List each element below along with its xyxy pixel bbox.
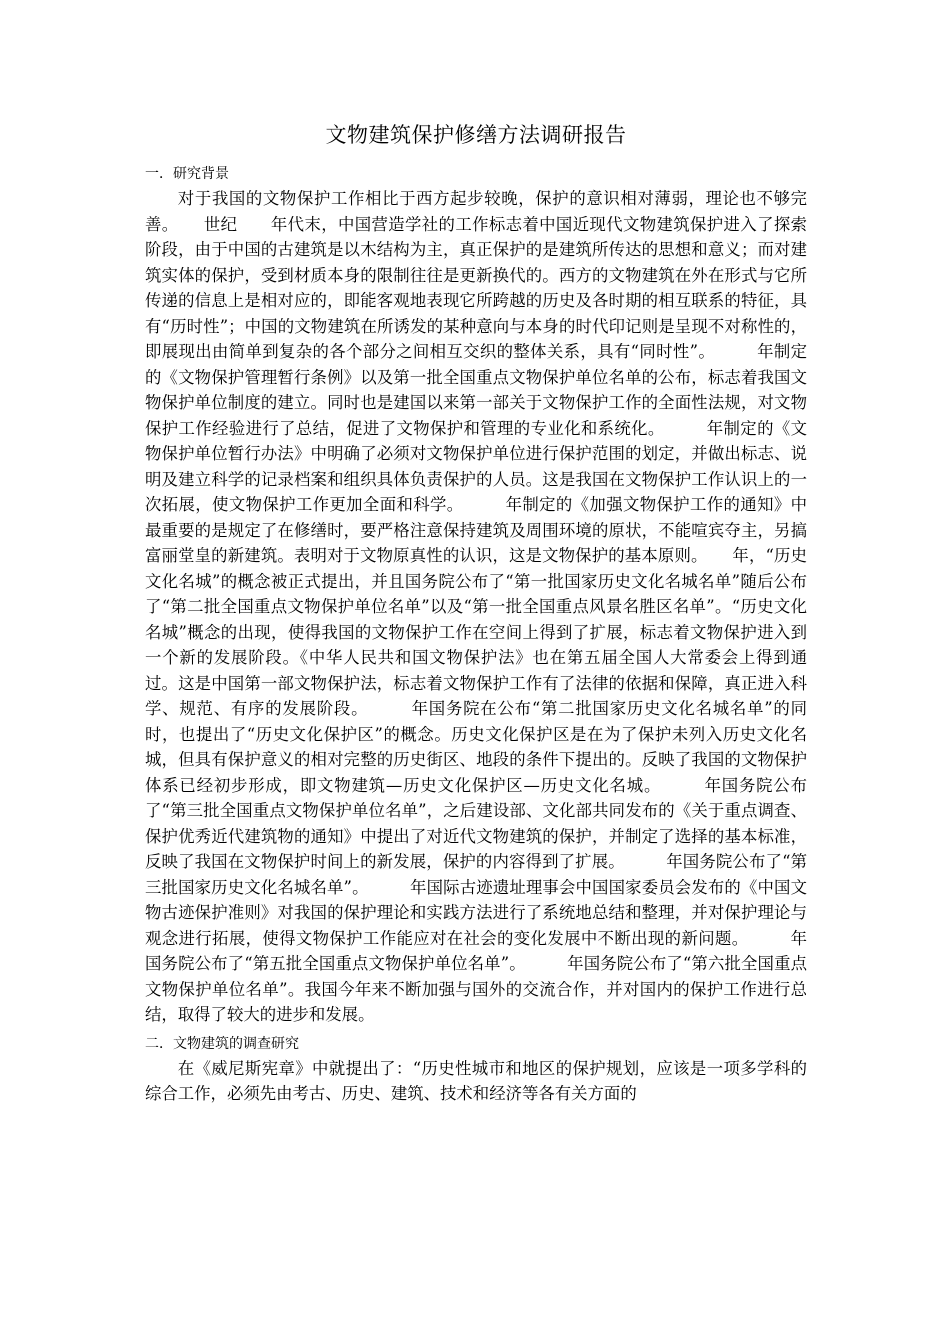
section-heading: 一．研究背景 xyxy=(145,166,229,182)
document-page xyxy=(145,118,807,1111)
section-paragraph: 在《威尼斯宪章》中就提出了：“历史性城市和地区的保护规划，应该是一项多学科的综合工作，必须先由考古、历史、建筑、技术和经济等各有关方面的 xyxy=(145,1058,807,1103)
section-paragraph: 对于我国的文物保护工作相比于西方起步较晚，保护的意识相对薄弱，理论也不够完善。 世纪 年代末，中国营造学社的工作标志着中国近现代文物建筑保护进入了探索阶段，由于中国的古建筑是以木结构为主，真正保护的是建筑所传达的思想和意义；而对建筑实体的保护，受到材质本身的限制往往是更新换代的。西方的文物建筑在外在形式与它所传递的信息上是相对应的，即能客观地表现它所跨越的历史及各时期的相互联系的特征，具有“历时性”；中国的文物建筑在所诱发的某种意向与本身的时代印记则是呈现不对称性的，即展现出由简单到复杂的各个部分之间相互交织的整体关系，具有“同时性”。 年制定的《文物保护管理暂行条例》以及第一批全国重点文物保护单位名单的公布，标志着我国文物保护单位制度的建立。同时也是建国以来第一部关于文物保护工作的全面性法规，对文物保护工作经验进行了总结，促进了文物保护和管理的专业化和系统化。 年制定的《文物保护单位暂行办法》中明确了必须对文物保护单位进行保护范围的划定，并做出标志、说明及建立科学的记录档案和组织具体负责保护的人员。这是我国在文物保护工作认识上的一次拓展，使文物保护工作更加全面和科学。 年制定的《加强文物保护工作的通知》中最重要的是规定了在修缮时，要严格注意保持建筑及周围环境的原状，不能喧宾夺主，另搞富丽堂皇的新建筑。表明对于文物原真性的认识，这是文物保护的基本原则。 年，“历史文化名城”的概念被正式提出，并且国务院公布了“第一批国家历史文化名城名单”随后公布了“第二批全国重点文物保护单位名单”以及“第一批全国重点风景名胜区名单”。“历史文化名城”概念的出现，使得我国的文物保护工作在空间上得到了扩展，标志着文物保护进入到一个新的发展阶段。《中华人民共和国文物保护法》也在第五届全国人大常委会上得到通过。这是中国第一部文物保护法，标志着文物保护工作有了法律的依据和保障，真正进入科学、规范、有序的发展阶段。 年国务院在公布“第二批国家历史文化名城名单”的同时，也提出了“历史文化保护区”的概念。历史文化保护区是在为了保护未列入历史文化名城，但具有保护意义的相对完整的历史街区、地段的条件下提出的。反映了我国的文物保护体系已经初步形成，即文物建筑—历史文化保护区—历史文化名城。 年国务院公布了“第三批全国重点文物保护单位名单”，之后建设部、文化部共同发布的《关于重点调查、保护优秀近代建筑物的通知》中提出了对近代文物建筑的保护，并制定了选择的基本标准，反映了我国在文物保护时间上的新发展，保护的内容得到了扩展。 年国务院公布了“第三批国家历史文化名城名单”。 年国际古迹遗址理事会中国国家委员会发布的《中国文物古迹保护准则》对我国的保护理论和实践方法进行了系统地总结和整理，并对保护理论与观念进行拓展，使得文物保护工作能应对在社会的变化发展中不断出现的新问题。 年国务院公布了“第五批全国重点文物保护单位名单”。 年国务院公布了“第六批全国重点文物保护单位名单”。我国今年来不断加强与国外的交流合作，并对国内的保护工作进行总结，取得了较大的进步和发展。 xyxy=(145,189,807,1024)
section-heading: 二．文物建筑的调查研究 xyxy=(145,1035,299,1052)
document-title: 文物建筑保护修缮方法调研报告 xyxy=(325,123,627,147)
section-building-survey xyxy=(145,1032,807,1107)
section-research-background xyxy=(145,162,807,1028)
